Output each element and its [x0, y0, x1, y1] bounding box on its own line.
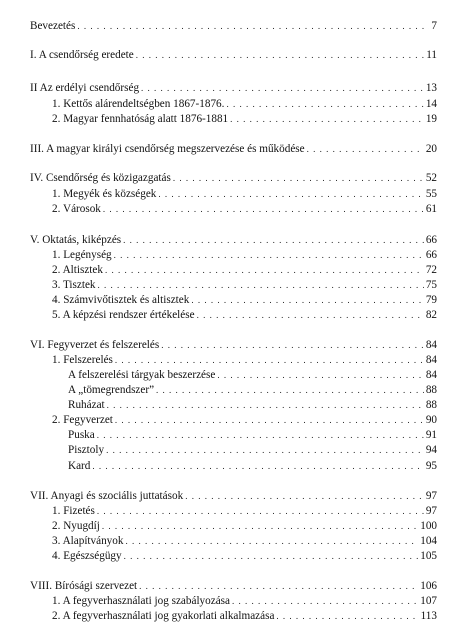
toc-entry-page: 13: [425, 82, 437, 94]
toc-entry-page: 88: [425, 399, 437, 411]
dot-leader: [139, 580, 418, 592]
toc-entry-title: VIII. Bírósági szervezet: [30, 580, 138, 592]
toc-entry-title: 1. Megyék és községek: [52, 188, 157, 200]
toc-entry: [68, 397, 437, 411]
dot-leader: [123, 234, 424, 246]
toc-entry-page: 104: [420, 535, 437, 547]
toc-entry-title: I. A csendőrség eredete: [30, 49, 134, 61]
dot-leader: [191, 294, 423, 306]
toc-entry-title: Kard: [68, 460, 91, 472]
toc-entry-page: 7: [431, 20, 437, 32]
toc-entry-title: 2. Városok: [52, 203, 101, 215]
toc-entry-page: 14: [425, 98, 437, 110]
dot-leader: [230, 113, 424, 125]
dot-leader: [173, 172, 424, 184]
toc-entry-title: 1. A fegyverhasználati jog szabályozása: [52, 595, 230, 607]
toc-entry: [30, 232, 437, 246]
toc-entry: [52, 111, 437, 125]
toc-entry: [52, 548, 437, 562]
toc-entry: [52, 533, 437, 547]
toc-entry: [52, 593, 437, 607]
toc-entry-title: Bevezetés: [30, 20, 76, 32]
toc-entry: [52, 292, 437, 306]
toc-entry: [68, 367, 437, 381]
toc-entry-title: Ruházat: [68, 399, 105, 411]
toc-entry-page: 66: [425, 234, 437, 246]
toc-entry-page: 90: [425, 414, 437, 426]
dot-leader: [98, 279, 424, 291]
toc-entry-page: 82: [425, 309, 437, 321]
dot-leader: [105, 264, 424, 276]
dot-leader: [161, 339, 424, 351]
toc-entry-title: 1. Kettős alárendeltségben 1867-1876.: [52, 98, 225, 110]
toc-entry-title: IV. Csendőrség és közigazgatás: [30, 172, 171, 184]
dot-leader: [156, 384, 424, 396]
toc-entry-title: Pisztoly: [68, 444, 105, 456]
toc-entry: [30, 170, 437, 184]
toc-entry-title: III. A magyar királyi csendőrség megszervezése és működése: [30, 143, 305, 155]
dot-leader: [114, 249, 424, 261]
toc-entry-page: 72: [425, 264, 437, 276]
toc-entry: [52, 262, 437, 276]
toc-entry-page: 91: [425, 429, 437, 441]
toc-entry: [52, 201, 437, 215]
toc-entry-title: 1. Fizetés: [52, 505, 95, 517]
toc-entry-page: 97: [425, 490, 437, 502]
toc-entry-page: 97: [425, 505, 437, 517]
toc-entry-title: Puska: [68, 429, 95, 441]
dot-leader: [158, 188, 423, 200]
toc-entry-title: V. Oktatás, kiképzés: [30, 234, 122, 246]
toc-entry: [30, 80, 437, 94]
toc-entry-title: 4. Számvivőtisztek és altisztek: [52, 294, 190, 306]
toc-entry: [30, 47, 437, 61]
toc-entry-title: 2. Magyar fennhatóság alatt 1876-1881: [52, 113, 229, 125]
toc-entry-page: 106: [420, 580, 437, 592]
toc-entry-page: 66: [425, 249, 437, 261]
toc-entry-page: 75: [425, 279, 437, 291]
toc-entry-page: 61: [425, 203, 437, 215]
dot-leader: [106, 444, 424, 456]
toc-entry-title: A „tömegrendszer”: [68, 384, 155, 396]
toc-entry: [52, 277, 437, 291]
toc-entry-title: 2. Nyugdíj: [52, 520, 100, 532]
dot-leader: [276, 610, 418, 622]
toc-entry: [68, 427, 437, 441]
dot-leader: [103, 203, 424, 215]
toc-entry: [52, 518, 437, 532]
toc-entry-title: 4. Egészségügy: [52, 550, 122, 562]
toc-entry-page: 84: [425, 339, 437, 351]
toc-entry-title: 3. Alapítványok: [52, 535, 124, 547]
toc-entry-page: 88: [425, 384, 437, 396]
toc-entry: [30, 141, 437, 155]
toc-entry-title: II Az erdélyi csendőrség: [30, 82, 140, 94]
dot-leader: [115, 354, 424, 366]
toc-entry: [52, 186, 437, 200]
toc-entry: [30, 488, 437, 502]
toc-entry-page: 113: [420, 610, 437, 622]
dot-leader: [232, 595, 418, 607]
toc-entry-title: 2. Fegyverzet: [52, 414, 113, 426]
toc-entry-page: 79: [425, 294, 437, 306]
toc-entry-title: VII. Anyagi és szociális juttatások: [30, 490, 184, 502]
dot-leader: [97, 429, 424, 441]
toc-entry-title: A felszerelési tárgyak beszerzése: [68, 369, 216, 381]
toc-entry: [68, 458, 437, 472]
toc-entry: [30, 337, 437, 351]
toc-entry-page: 100: [420, 520, 437, 532]
toc-entry: [68, 442, 437, 456]
dot-leader: [185, 490, 424, 502]
toc-entry: [68, 382, 437, 396]
dot-leader: [307, 143, 424, 155]
toc-entry-title: 1. Felszerelés: [52, 354, 113, 366]
dot-leader: [107, 399, 424, 411]
toc-entry-page: 107: [420, 595, 437, 607]
toc-entry: [52, 412, 437, 426]
toc-entry-page: 11: [426, 49, 437, 61]
toc-entry: [52, 96, 437, 110]
toc-entry-page: 84: [425, 369, 437, 381]
toc-entry-page: 55: [425, 188, 437, 200]
toc-entry-page: 84: [425, 354, 437, 366]
toc-entry-page: 20: [425, 143, 437, 155]
toc-entry-page: 19: [425, 113, 437, 125]
toc-entry-page: 52: [425, 172, 437, 184]
toc-entry-title: 2. Altisztek: [52, 264, 103, 276]
dot-leader: [102, 520, 418, 532]
toc-entry: [52, 608, 437, 622]
dot-leader: [77, 20, 429, 32]
toc-entry-title: 1. Legénység: [52, 249, 112, 261]
toc-entry: [52, 247, 437, 261]
toc-entry: [30, 578, 437, 592]
dot-leader: [92, 460, 423, 472]
toc-entry-page: 95: [425, 460, 437, 472]
toc-entry-title: VI. Fegyverzet és felszerelés: [30, 339, 160, 351]
toc-entry-title: 2. A fegyverhasználati jog gyakorlati alkalmazása: [52, 610, 275, 622]
dot-leader: [141, 82, 424, 94]
toc-entry: [52, 307, 437, 321]
toc-entry: [52, 352, 437, 366]
toc-entry: [52, 503, 437, 517]
dot-leader: [125, 535, 418, 547]
toc-entry-title: 5. A képzési rendszer értékelése: [52, 309, 195, 321]
toc-entry-title: 3. Tisztek: [52, 279, 96, 291]
dot-leader: [124, 550, 419, 562]
dot-leader: [136, 49, 424, 61]
toc-entry-page: 94: [425, 444, 437, 456]
dot-leader: [115, 414, 424, 426]
dot-leader: [97, 505, 424, 517]
dot-leader: [226, 98, 423, 110]
dot-leader: [197, 309, 424, 321]
toc-entry: [30, 18, 437, 32]
dot-leader: [217, 369, 423, 381]
toc-entry-page: 105: [420, 550, 437, 562]
